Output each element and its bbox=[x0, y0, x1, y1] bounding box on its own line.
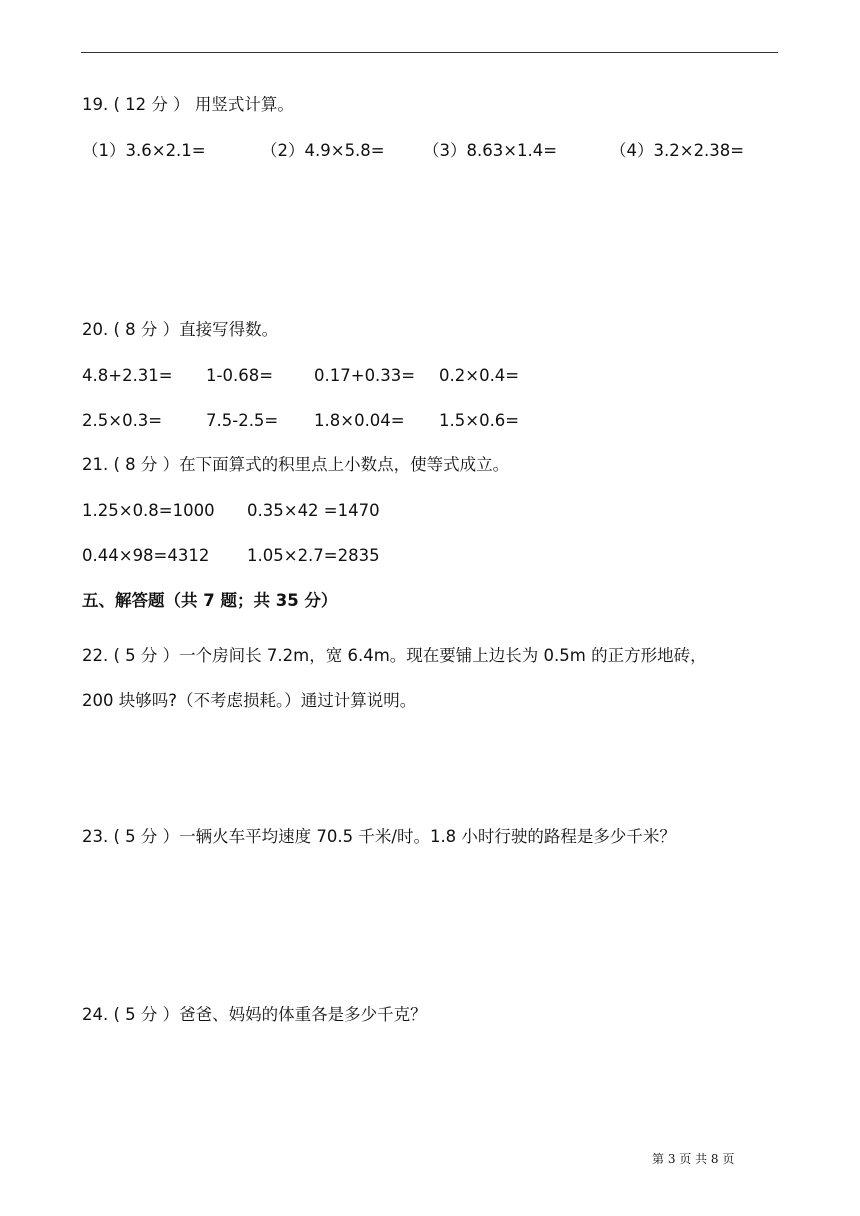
q24-text: 24. ( 5 分 ）爸爸、妈妈的体重各是多少千克？ bbox=[82, 1005, 427, 1024]
q20-r1-c4: 0.2×0.4= bbox=[439, 366, 520, 385]
q21-r2-c1: 0.44×98=4312 bbox=[82, 546, 210, 565]
q21-r1-c2: 0.35×42 =1470 bbox=[247, 501, 380, 520]
q21-heading: 21. ( 8 分 ）在下面算式的积里点上小数点，使等式成立。 bbox=[82, 455, 510, 474]
q19-item-4: （4）3.2×2.38= bbox=[610, 141, 745, 160]
q20-r2-c3: 1.8×0.04= bbox=[314, 411, 405, 430]
q19-item-2: （2）4.9×5.8= bbox=[261, 141, 385, 160]
section-title: 五、解答题（共 7 题；共 35 分） bbox=[82, 591, 338, 610]
q22-line-2: 200 块够吗?（不考虑损耗。）通过计算说明。 bbox=[82, 691, 417, 710]
header-rule bbox=[81, 52, 778, 53]
q22-line-1: 22. ( 5 分 ）一个房间长 7.2m，宽 6.4m。现在要铺上边长为 0.5m 的正方形地砖， bbox=[82, 646, 707, 665]
q20-r1-c1: 4.8+2.31= bbox=[82, 366, 173, 385]
q19-heading: 19. ( 12 分 ） 用竖式计算。 bbox=[82, 95, 294, 114]
q20-r1-c3: 0.17+0.33= bbox=[314, 366, 416, 385]
q20-r2-c4: 1.5×0.6= bbox=[439, 411, 520, 430]
page-number: 第 3 页 共 8 页 bbox=[652, 1152, 735, 1166]
q20-r2-c2: 7.5-2.5= bbox=[206, 411, 279, 430]
q20-heading: 20. ( 8 分 ）直接写得数。 bbox=[82, 320, 279, 339]
q20-r2-c1: 2.5×0.3= bbox=[82, 411, 163, 430]
q19-item-1: （1）3.6×2.1= bbox=[82, 141, 206, 160]
q20-r1-c2: 1-0.68= bbox=[206, 366, 274, 385]
q21-r1-c1: 1.25×0.8=1000 bbox=[82, 501, 215, 520]
q21-r2-c2: 1.05×2.7=2835 bbox=[247, 546, 380, 565]
q23-text: 23. ( 5 分 ）一辆火车平均速度 70.5 千米/时。1.8 小时行驶的路程是多少千米？ bbox=[82, 827, 676, 846]
q19-item-3: （3）8.63×1.4= bbox=[423, 141, 558, 160]
